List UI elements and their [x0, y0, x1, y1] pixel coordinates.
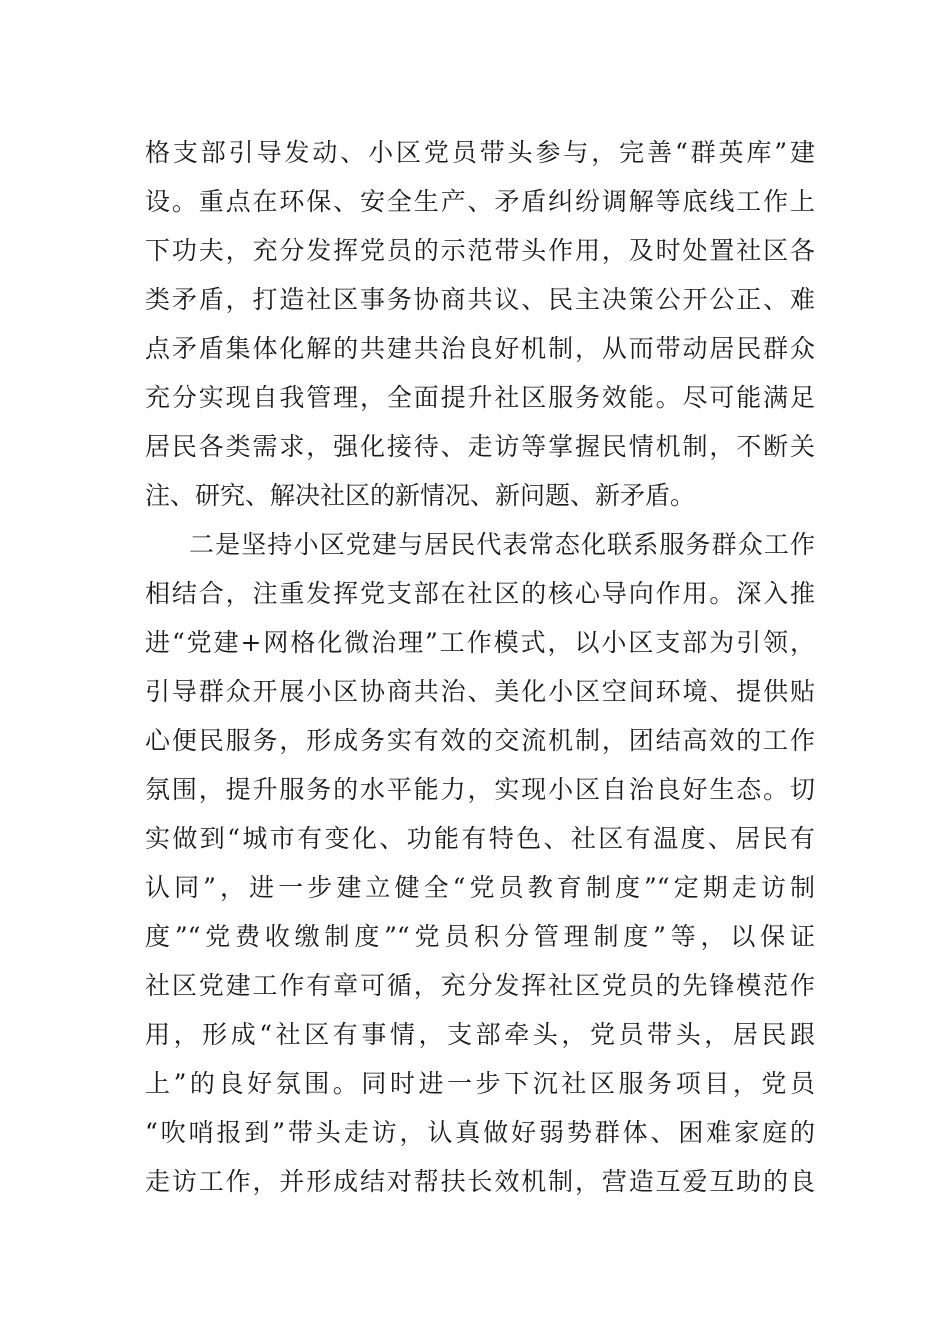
text-line-7: 居民各类需求，强化接待、走访等掌握民情机制，不断关	[145, 432, 815, 461]
text-line-18: 社区党建工作有章可循，充分发挥社区党员的先锋模范作	[145, 971, 815, 1000]
text-line-21: “吹哨报到”带头走访，认真做好弱势群体、困难家庭的	[145, 1118, 815, 1147]
text-line-10: 相结合，注重发挥党支部在社区的核心导向作用。深入推	[145, 579, 815, 608]
text-line-6: 充分实现自我管理，全面提升社区服务效能。尽可能满足	[145, 383, 815, 412]
text-line-15: 实做到“城市有变化、功能有特色、社区有温度、居民有	[145, 824, 815, 853]
text-line-14: 氛围，提升服务的水平能力，实现小区自治良好生态。切	[145, 775, 815, 804]
text-line-3: 下功夫，充分发挥党员的示范带头作用，及时处置社区各	[145, 236, 815, 265]
text-line-8: 注、研究、解决社区的新情况、新问题、新矛盾。	[145, 481, 696, 510]
text-line-4: 类矛盾，打造社区事务协商共议、民主决策公开公正、难	[145, 285, 815, 314]
text-line-5: 点矛盾集体化解的共建共治良好机制，从而带动居民群众	[145, 334, 815, 363]
paragraph-2-first-line: 二是坚持小区党建与居民代表常态化联系服务群众工作	[189, 530, 815, 559]
document-body	[145, 128, 815, 1206]
text-line-2: 设。重点在环保、安全生产、矛盾纠纷调解等底线工作上	[145, 187, 815, 216]
text-line-17: 度”“党费收缴制度”“党员积分管理制度”等，以保证	[145, 922, 815, 951]
text-line-1: 格支部引导发动、小区党员带头参与，完善“群英库”建	[145, 138, 815, 167]
text-line-13: 心便民服务，形成务实有效的交流机制，团结高效的工作	[145, 726, 815, 755]
text-line-22: 走访工作，并形成结对帮扶长效机制，营造互爱互助的良	[145, 1167, 815, 1196]
text-line-19: 用，形成“社区有事情，支部牵头，党员带头，居民跟	[145, 1020, 815, 1049]
text-line-16: 认同”，进一步建立健全“党员教育制度”“定期走访制	[145, 873, 815, 902]
text-line-20: 上”的良好氛围。同时进一步下沉社区服务项目，党员	[145, 1069, 815, 1098]
text-line-11: 进“党建+网格化微治理”工作模式，以小区支部为引领，	[145, 628, 815, 657]
text-line-12: 引导群众开展小区协商共治、美化小区空间环境、提供贴	[145, 677, 815, 706]
